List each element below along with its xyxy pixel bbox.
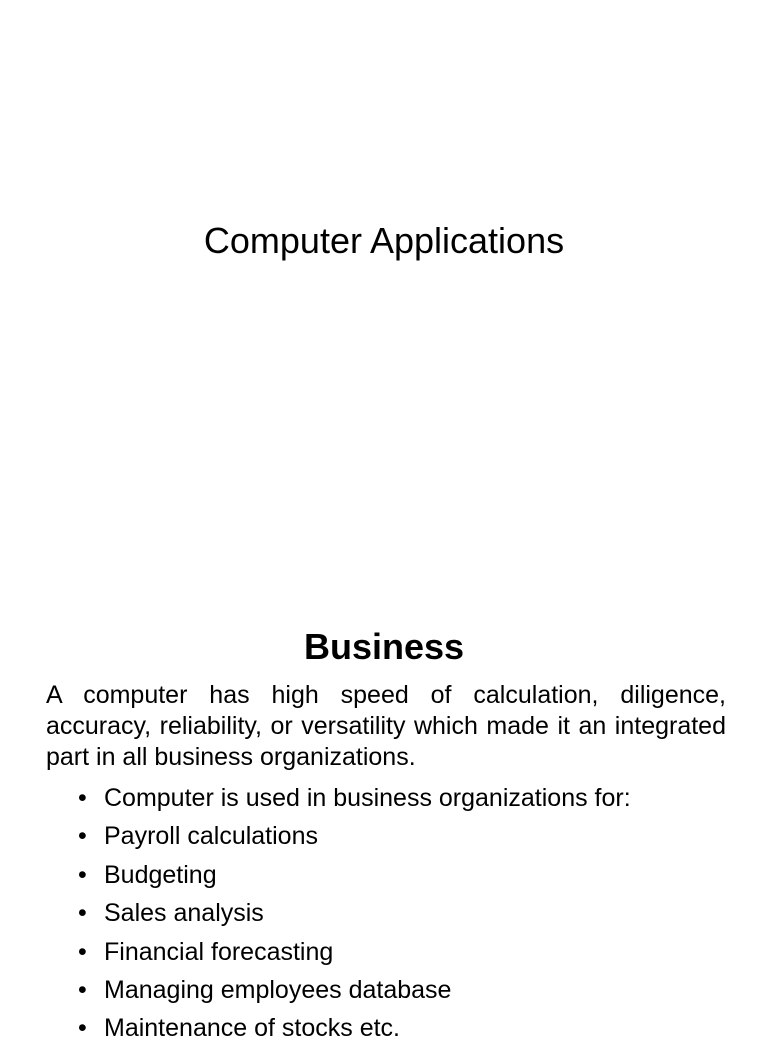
list-item — [78, 779, 631, 817]
slide-title: Computer Applications — [203, 220, 565, 261]
bullet-text: Sales analysis — [104, 899, 264, 928]
intro-paragraph: A computer has high speed of calculation, diligence, accuracy, reliability, or versatility which made it an integrated part in all business organizations. — [46, 681, 726, 771]
bullet-dot: • — [78, 976, 87, 1005]
list-item — [78, 894, 631, 932]
list-item — [78, 817, 631, 855]
bullet-text: Payroll calculations — [104, 822, 318, 851]
list-item — [78, 933, 631, 971]
bullet-text: Financial forecasting — [104, 937, 334, 966]
bullet-dot: • — [78, 822, 87, 851]
list-item — [78, 856, 631, 894]
bullet-text: Maintenance of stocks etc. — [104, 1014, 400, 1043]
bullet-dot: • — [78, 1014, 87, 1043]
slide-business — [0, 576, 768, 1043]
bullet-dot: • — [78, 860, 87, 889]
bullet-dot: • — [78, 899, 87, 928]
bullet-dot: • — [78, 784, 87, 812]
bullet-text: Managing employees database — [104, 976, 452, 1005]
slide-heading: Business — [303, 626, 465, 667]
bullet-list — [78, 779, 631, 1048]
bullet-dot: • — [78, 937, 87, 966]
bullet-text: Budgeting — [104, 860, 217, 889]
bullet-text: Computer is used in business organizations for: — [104, 784, 631, 812]
list-item — [78, 971, 631, 1009]
list-item — [78, 1009, 631, 1047]
